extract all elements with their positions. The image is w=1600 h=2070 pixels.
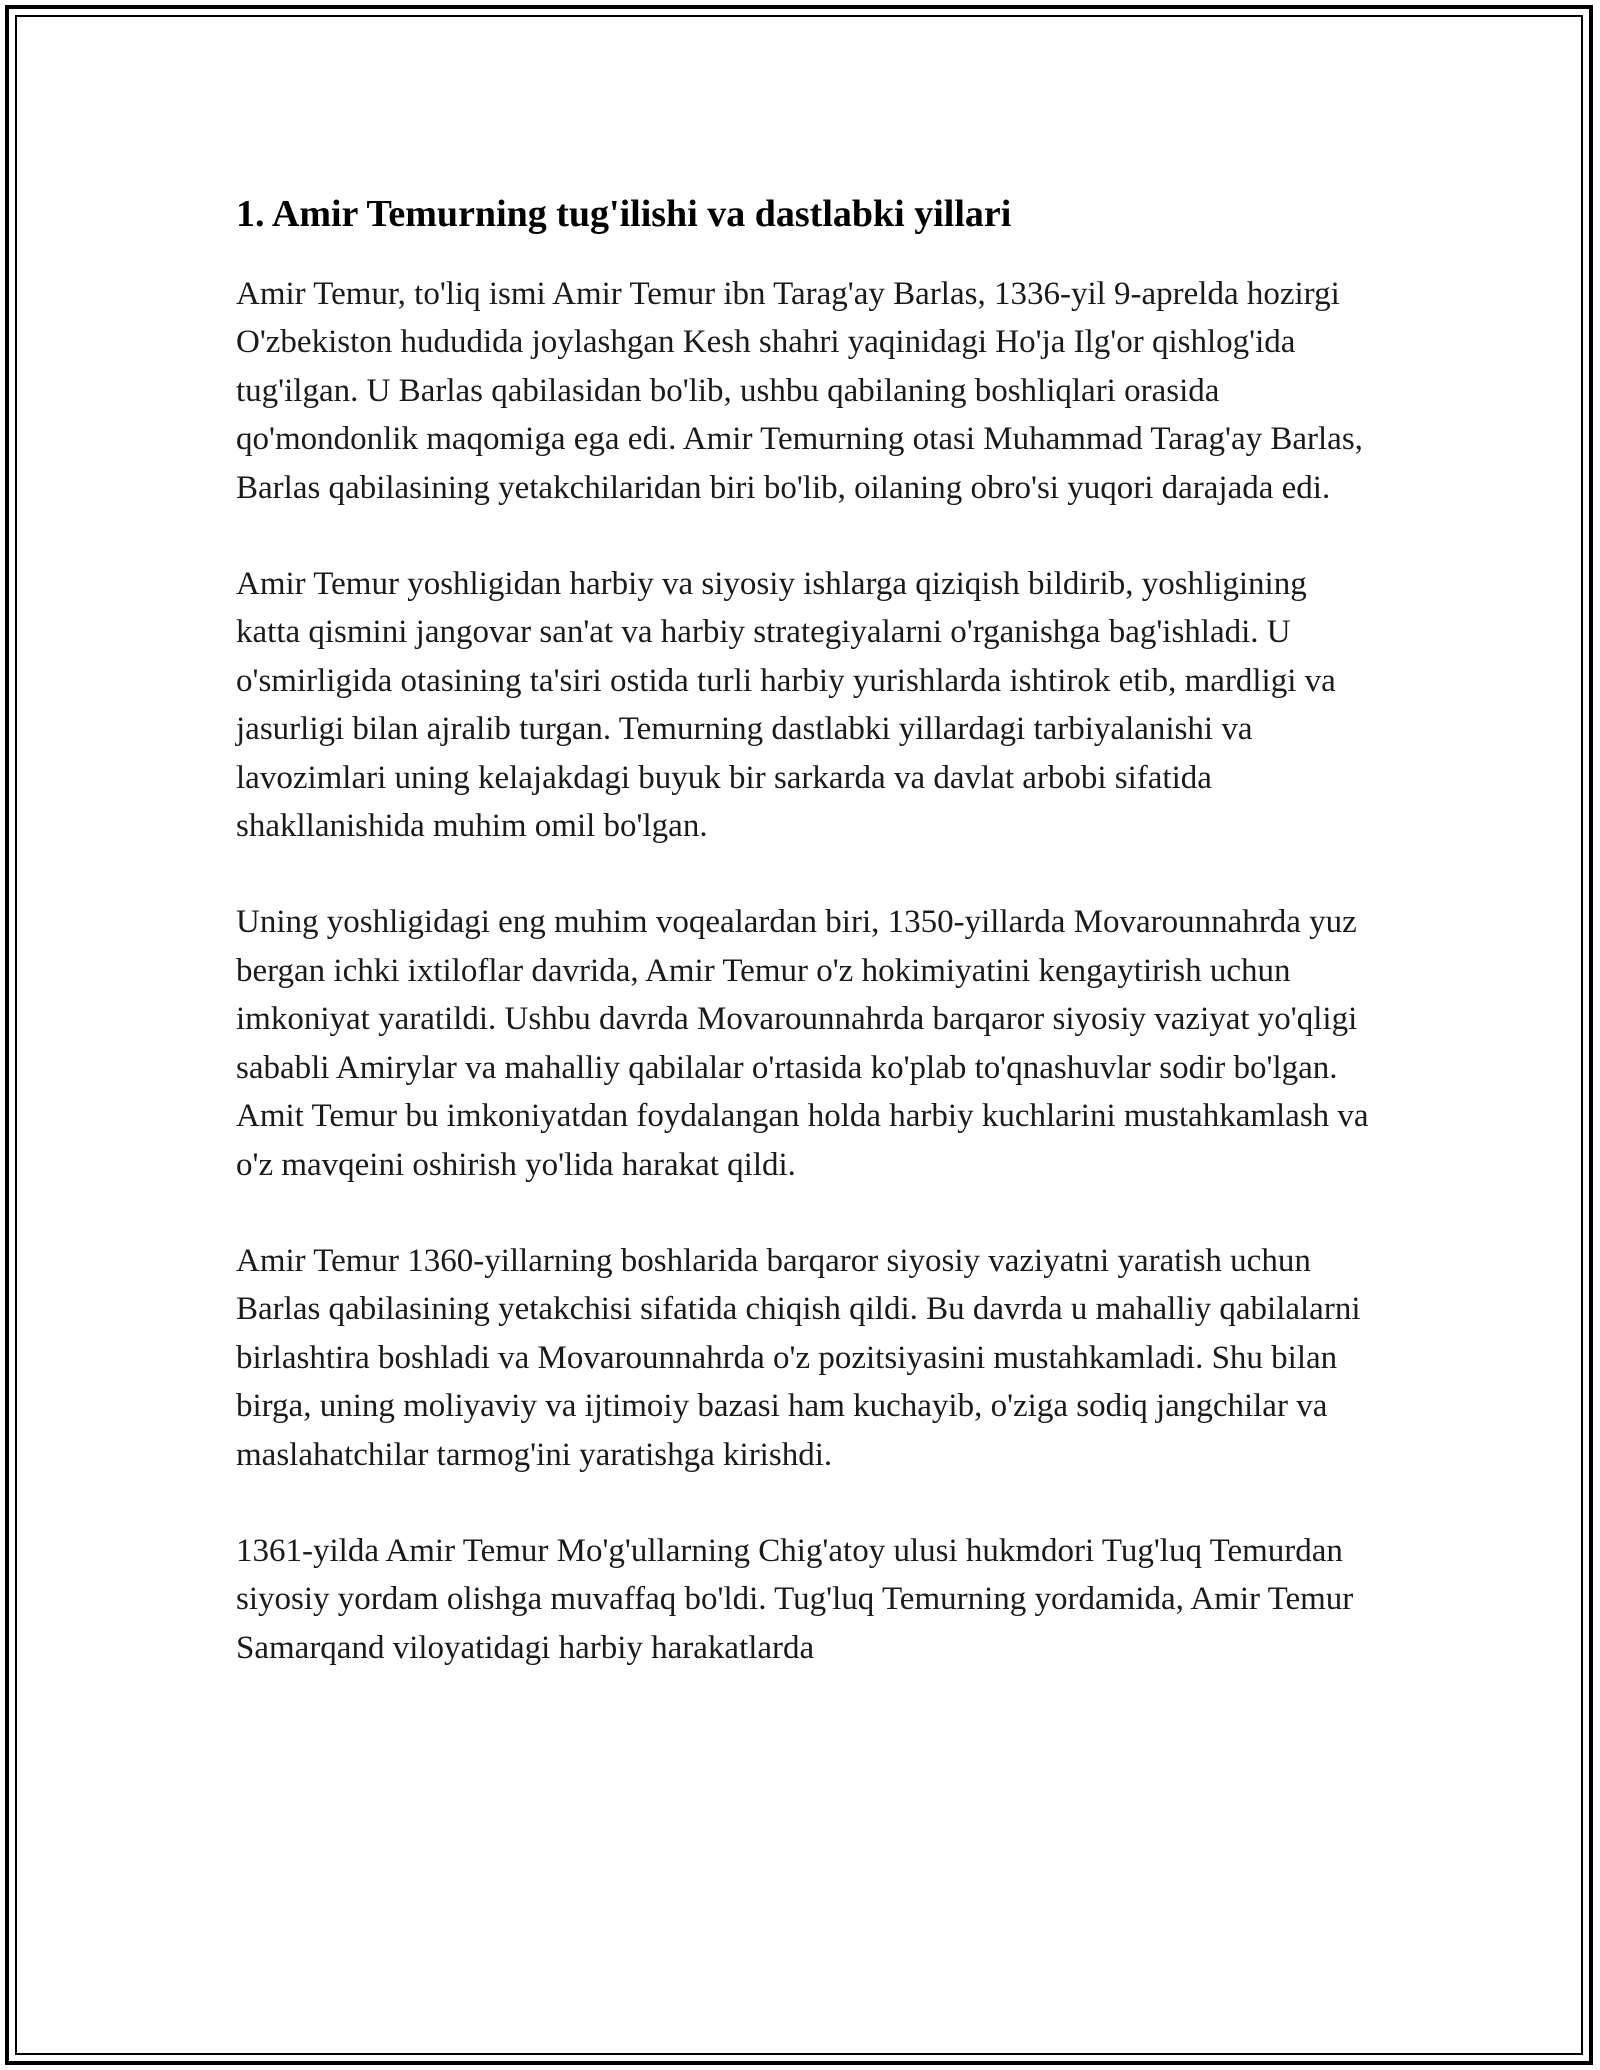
paragraph-1350s: Uning yoshligidagi eng muhim voqealardan biri, 1350-yillarda Movarounnahrda yuz bergan ichki ixtiloflar davrida, Amir Temur o'z hokimiyatini kengaytirish uchun imkoniyat yaratildi. Ushbu davrda Movarounnahrda barqaror siyosiy vaziyat yo'qligi sababli Amirylar va mahalliy qabilalar o'rtasida ko'plab to'qnashuvlar sodir bo'lgan. Amit Temur bu imkoniyatdan foydalangan holda harbiy kuchlarini mustahkamlash va o'z mavqeini oshirish yo'lida harakat qildi. bbox=[236, 904, 1369, 1183]
section-heading: 1. Amir Temurning tug'ilishi va dastlabki yillari bbox=[236, 193, 1012, 235]
paragraph-birth: Amir Temur, to'liq ismi Amir Temur ibn Tarag'ay Barlas, 1336-yil 9-aprelda hozirgi O'zbekiston hududida joylashgan Kesh shahri yaqinidagi Ho'ja Ilg'or qishlog'ida tug'ilgan. U Barlas qabilasidan bo'lib, ushbu qabilaning boshliqlari orasida qo'mondonlik maqomiga ega edi. Amir Temurning otasi Muhammad Tarag'ay Barlas, Barlas qabilasining yetakchilaridan biri bo'lib, oilaning obro'si yuqori darajada edi. bbox=[236, 276, 1363, 506]
paragraph-youth: Amir Temur yoshligidan harbiy va siyosiy ishlarga qiziqish bildirib, yoshligining katta qismini jangovar san'at va harbiy strategiyalarni o'rganishga bag'ishladi. U o'smirligida otasining ta'siri ostida turli harbiy yurishlarda ishtirok etib, mardligi va jasurligi bilan ajralib turgan. Temurning dastlabki yillardagi tarbiyalanishi va lavozimlari uning kelajakdagi buyuk bir sarkarda va davlat arbobi sifatida shakllanishida muhim omil bo'lgan. bbox=[236, 566, 1336, 845]
paragraph-1361: 1361-yilda Amir Temur Mo'g'ullarning Chig'atoy ulusi hukmdori Tug'luq Temurdan siyosiy yordam olishga muvaffaq bo'ldi. Tug'luq Temurning yordamida, Amir Temur Samarqand viloyatidagi harbiy harakatlarda bbox=[236, 1532, 1354, 1666]
document-body bbox=[236, 188, 1376, 1672]
paragraph-1360s: Amir Temur 1360-yillarning boshlarida barqaror siyosiy vaziyatni yaratish uchun Barlas qabilasining yetakchisi sifatida chiqish qildi. Bu davrda u mahalliy qabilalarni birlashtira boshladi va Movarounnahrda o'z pozitsiyasini mustahkamladi. Shu bilan birga, uning moliyaviy va ijtimoiy bazasi ham kuchayib, o'ziga sodiq jangchilar va maslahatchilar tarmog'ini yaratishga kirishdi. bbox=[236, 1242, 1361, 1473]
